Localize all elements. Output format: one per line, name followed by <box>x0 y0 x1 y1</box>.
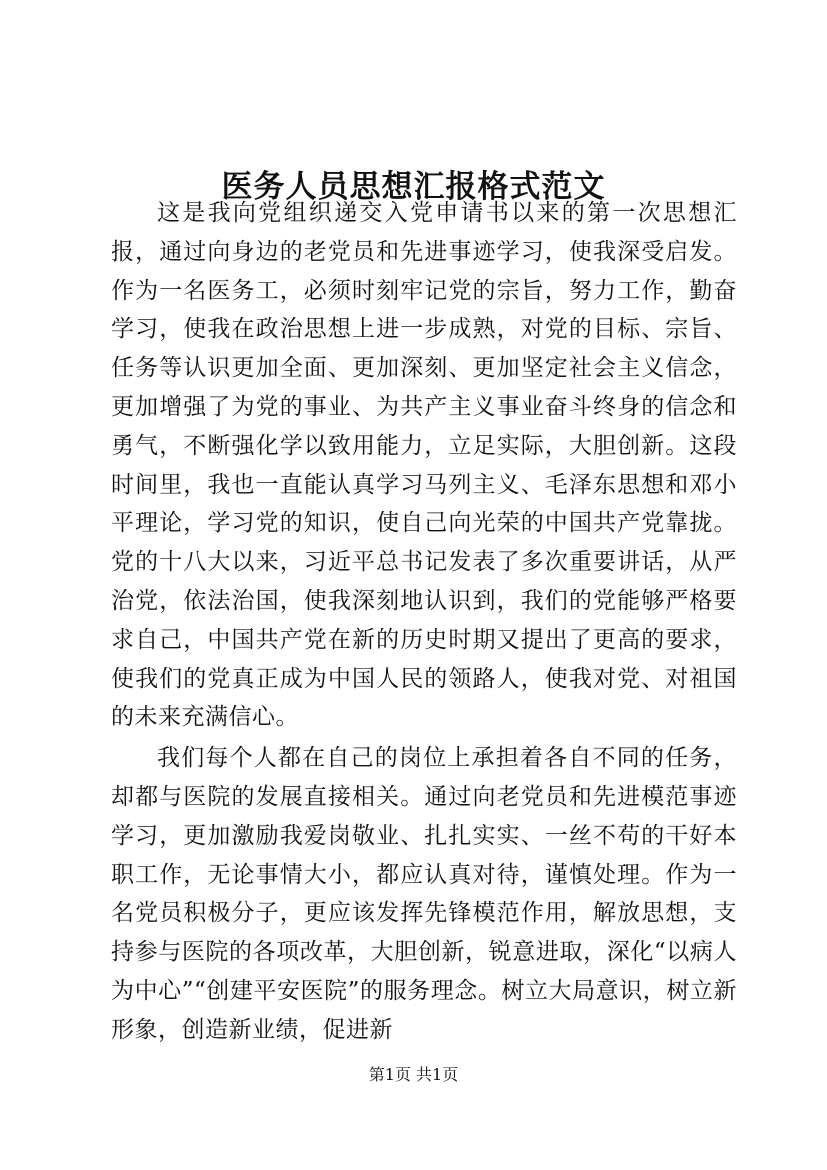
paragraph-1: 这是我向党组织递交入党申请书以来的第一次思想汇报，通过向身边的老党员和先进事迹学习，使我深受启发。作为一名医务工，必须时刻牢记党的宗旨，努力工作，勤奋学习，使我在政治思想上进一步成熟，对党的目标、宗旨、任务等认识更加全面、更加深刻、更加坚定社会主义信念，更加增强了为党的事业、为共产主义事业奋斗终身的信念和勇气，不断强化学以致用能力，立足实际，大胆创新。这段时间里，我也一直能认真学习马列主义、毛泽东思想和邓小平理论，学习党的知识，使自己向光荣的中国共产党靠拢。党的十八大以来，习近平总书记发表了多次重要讲话，从严治党，依法治国，使我深刻地认识到，我们的党能够严格要求自己，中国共产党在新的历史时期又提出了更高的要求，使我们的党真正成为中国人民的领路人，使我对党、对祖国的未来充满信心。 <box>111 200 737 731</box>
page-number-footer: 第1页 共1页 <box>368 1065 459 1084</box>
document-body <box>111 194 737 1050</box>
document-title: 医务人员思想汇报格式范文 <box>221 168 606 205</box>
paragraph-2: 我们每个人都在自己的岗位上承担着各自不同的任务，却都与医院的发展直接相关。通过向老党员和先进模范事迹学习，更加激励我爱岗敬业、扎扎实实、一丝不苟的干好本职工作，无论事情大小，都应认真对待，谨慎处理。作为一名党员积极分子，更应该发挥先锋模范作用，解放思想，支持参与医院的各项改革，大胆创新，锐意进取，深化“以病人为中心”“创建平安医院”的服务理念。树立大局意识，树立新形象，创造新业绩，促进新 <box>111 745 737 1043</box>
